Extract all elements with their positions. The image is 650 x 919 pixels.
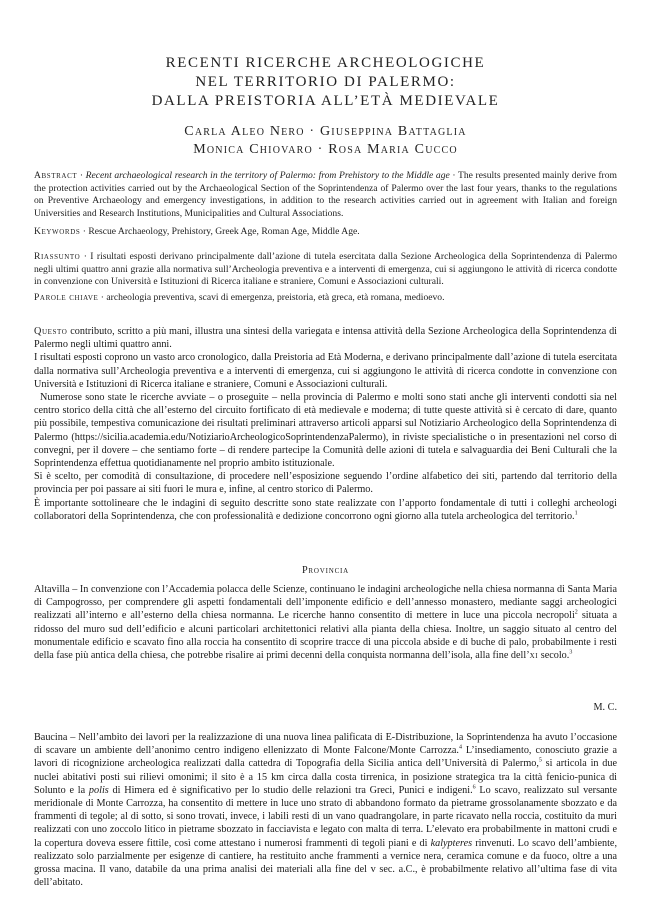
intro-paragraph-5 [34,497,617,523]
intro-paragraph-4: Si è scelto, per comodità di consultazione, di procedere nell’esposizione seguendo l’ordine alfabetico dei siti, partendo dal territorio della provincia per poi passare ai siti fuori le mura e, infine, al centro storico di Palermo. [34,471,617,496]
parole-chiave-label: Parole chiave [34,292,99,303]
riassunto [34,251,617,289]
baucina-text-2: L’insediamento, conosciuto grazie a lavori di ricognizione archeologica realizzati dalla cattedra di Topografia della Sicilia antica dell’Università di Palermo, [34,745,617,770]
abstract-sep: · [77,170,86,181]
authors-line-1: Carla Aleo Nero · Giuseppina Battaglia [184,124,467,139]
baucina-text-4: di Himera ed è significativo per lo studio delle relazioni tra Greci, Punici e indigeni. [108,784,473,796]
title-line-3: DALLA PREISTORIA ALL’ETÀ MEDIEVALE [151,93,500,109]
title-line-1: RECENTI RICERCHE ARCHEOLOGICHE [165,55,486,71]
footnote-ref-2: 2 [574,610,578,617]
abstract-title: Recent archaeological research in the territory of Palermo: from Prehistory to the Middle age [85,170,450,181]
keywords [34,226,617,239]
kalypteres-term: kalypteres [430,837,473,849]
footnote-ref-3: 3 [569,649,573,656]
altavilla-text-c: secolo. [538,650,570,662]
polis-term: polis [88,784,109,796]
keywords-label: Keywords [34,226,81,237]
intro-paragraph-3: Numerose sono state le ricerche avviate – o proseguite – nella provincia di Palermo e molti sono stati anche gli interventi condotti sia nel centro storico della città che all’esterno del circuito fortificato di età medievale e moderna; di tutte queste attività si è cercato di dare, quanto più possibile, tempestiva comunicazione dei risultati preliminari attraverso articoli apparsi sul Notiziario Archeologico della Soprintendenza di Palermo (https://sicilia.academia.edu/NotiziarioArcheologicoSoprintendenzaPalermo), in riviste specialistiche o in presentazioni nel corso di convegni, per il dovere – che sentiamo forte – di rendere partecipe la Comunità delle azioni di tutela e salvaguardia dei Beni Culturali che la Soprintendenza effettua quotidianamente nel proprio ambito istituzionale. [34,392,617,470]
altavilla-paragraph [34,583,617,662]
baucina-text-1: Baucina – Nell’ambito dei lavori per la realizzazione di una nuova linea palificata di E-Distribuzione, la Soprintendenza ha avuto l’occasione di scavare un ambiente dell’anonimo centro indigeno ellenizzato di Monte Falcone/Monte Carrozza. [34,732,617,757]
introduction [34,325,617,523]
footnote-ref-6: 6 [472,784,476,791]
intro-p1-text: contributo, scritto a più mani, illustra una sintesi della variegata e intensa attività della Sezione Archeologica della Soprintendenza di Palermo negli ultimi quattro anni. [34,326,617,351]
keywords-text: · Rescue Archaeology, Prehistory, Greek Age, Roman Age, Middle Age. [80,226,360,237]
abstract-text: · The results presented mainly derive from the protection activities carried out by the Archaeological Section of the Soprintendenza of Palermo over the last four years, thanks to the regulations on Preventive Archaeology and emergency investigations, in addition to the research activities carried out in agreement with Italian and foreign Universities and Research Institutions, Municipalities and Cultural Associations. [34,170,618,219]
abstract-label: Abstract [34,170,78,181]
intro-p5-text: È importante sottolineare che le indagini di seguito descritte sono state realizzate con l’apporto fondamentale di tutti i colleghi archeologi collaboratori della Soprintendenza, che con professionalità e dedizione concorrono ogni giorno alla tutela archeologica del territorio. [34,497,617,522]
baucina-text-3: si articola in due nuclei abitativi posti sui rilievi omonimi; il sito è a 15 km circa dalla costa tirrenica, in posizione strategica tra la città fenicio-punica di Solunto e la [34,758,617,796]
riassunto-label: Riassunto [34,251,81,262]
intro-dropcap-word: Questo [34,326,68,337]
altavilla-text-b: situata a ridosso del muro sud dell’edificio e alcuni particolari architettonici relativi alla pianta della chiesa. Inoltre, un saggio situato al centro del monumentale edificio e scavato fino alla roccia ha consentito di scoprire tracce di una piccola abside e di buche di palo, probabilmente i resti della fase più antica della chiesa, che potrebbe risalire ai primi decenni della conquista normanna dell’isola, alla fine dell’ [34,610,617,662]
authors-line-2: Monica Chiovaro · Rosa Maria Cucco [193,142,458,157]
intro-paragraph-2: I risultati esposti coprono un vasto arco cronologico, dalla Preistoria ad Età Moderna, e derivano principalmente dall’azione di tutela esercitata dalla normativa sull’Archeologia preventiva e a interventi di emergenza, cui si aggiungono le attività di ricerca condotte in convenzione con Università e Istituzioni di Ricerca italiane e straniere, Comuni e Associazioni culturali. [34,352,617,390]
riassunto-text: · I risultati esposti derivano principalmente dall’azione di tutela esercitata dalla Sezione Archeologica della Soprintendenza di Palermo negli ultimi quattro anni grazie alla normativa sull’Archeologia preventiva e a interventi di emergenza, cui si aggiungono le attività di ricerca condotte in convenzione con Università e Istituzioni di Ricerca italiane e straniere, Comuni e Associazioni culturali. [34,251,617,288]
baucina-text-6: rinvenuti. Lo scavo dell’ambiente, realizzato solo parzialmente per esigenze di cantiere, ha restituito anche frammenti a vernice nera, ceramica comune e da fuoco, oltre a una grossa macina. Il vano, databile da una prima analisi dei materiali alla fine del v sec. a.C., è probabilmente relativo all’ultima fase di vita dell’abitato. [34,837,617,889]
baucina-text-5: Lo scavo, realizzato sul versante meridionale di Monte Carrozza, ha consentito di mettere in luce uno strato di abbandono formato da pietrame grossolanamente sbozzato e da frammenti di tegole; al di sotto, si sono trovati, invece, i labili resti di un vano quadrangolare, in parte ricavato nella roccia, costituito da muri realizzati con uno zoccolo litico in pietrame sbozzato in facciavista e legato con malta di terra. L’elevato era probabilmente in mattoni crudi e la copertura doveva essere fittile, così come attestano i numerosi frammenti di tegoli piani e di [34,784,618,849]
parole-chiave-text: · archeologia preventiva, scavi di emergenza, preistoria, età greca, età romana, medioevo. [98,292,445,303]
footnote-ref-1: 1 [574,510,578,517]
section-heading-provincia: Provincia [301,565,350,576]
altavilla-text-a: Altavilla – In convenzione con l’Accademia polacca delle Scienze, continuano le indagini archeologiche nella chiesa normanna di Santa Maria di Campogrosso, per comprendere gli aspetti fondamentali dell’imponente edificio e dell’annesso monastero, mediante saggi archeologici realizzati all’interno e all’esterno della chiesa normanna. Le ricerche hanno consentito di mettere in luce una piccola necropoli [34,584,617,622]
footnote-ref-4: 4 [458,744,462,751]
baucina-paragraph [34,731,617,889]
abstract [34,170,617,220]
title-line-2: NEL TERRITORIO DI PALERMO: [195,74,456,90]
century-xi: xi [529,650,539,662]
baucina-entry [34,731,617,889]
intro-paragraph-1 [34,325,617,351]
altavilla-entry [34,583,617,662]
footnote-ref-5: 5 [538,758,542,765]
parole-chiave [34,292,617,305]
altavilla-signature: M. C. [593,702,617,713]
